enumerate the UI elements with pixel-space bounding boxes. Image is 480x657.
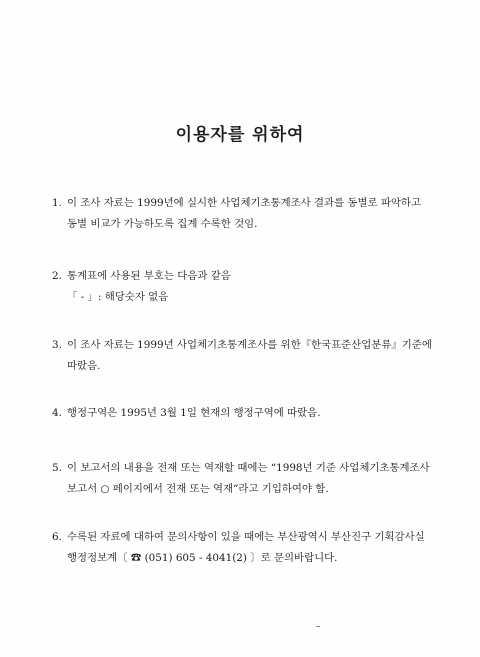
note-item-4 — [52, 403, 432, 424]
note-item-2 — [52, 266, 432, 308]
note-number: 5. — [52, 462, 62, 474]
note-line — [52, 266, 432, 287]
note-number: 4. — [52, 407, 62, 419]
note-number: 3. — [52, 339, 62, 351]
note-text: 통계표에 사용된 부호는 다음과 같음 — [67, 270, 231, 282]
note-text: 수록된 자료에 대하여 문의사항이 있을 때에는 부산광역시 부산진구 기획감사실 — [67, 531, 425, 543]
note-line — [52, 335, 432, 356]
note-item-1 — [52, 193, 432, 235]
note-number: 2. — [52, 270, 62, 282]
scan-speck — [316, 626, 320, 627]
note-text: 이 조사 자료는 1999년에 실시한 사업체기초통계조사 결과를 동별로 파악하고 — [67, 197, 421, 209]
note-text-continued: 따랐음. — [67, 360, 101, 372]
symbol-legend: 「 - 」: 해당숫자 없음 — [67, 291, 169, 303]
note-line — [52, 458, 432, 479]
note-number: 6. — [52, 531, 62, 543]
note-text: 행정구역은 1995년 3월 1일 현재의 행정구역에 따랐음. — [67, 407, 321, 419]
note-item-5 — [52, 458, 432, 500]
page-title: 이용자를 위하여 — [175, 125, 305, 145]
note-text-continued: 보고서 ○ 페이지에서 전재 또는 역재”라고 기입하여야 함. — [67, 483, 329, 495]
note-number: 1. — [52, 197, 62, 209]
note-line — [52, 193, 432, 214]
note-line — [52, 403, 432, 424]
note-item-3 — [52, 335, 432, 377]
note-item-6 — [52, 527, 432, 569]
note-text: 이 조사 자료는 1999년 사업체기초통계조사를 위한『한국표준산업분류』기준에 — [67, 339, 432, 351]
note-text: 이 보고서의 내용을 전재 또는 역재할 때에는 “1998년 기준 사업체기초통계조사 — [67, 462, 430, 474]
note-line — [52, 527, 432, 548]
contact-info: 행정정보계〔 ☎ (051) 605 - 4041(2) 〕로 문의바랍니다. — [67, 552, 338, 564]
note-text-continued: 동별 비교가 가능하도록 집계 수록한 것임. — [67, 218, 258, 230]
